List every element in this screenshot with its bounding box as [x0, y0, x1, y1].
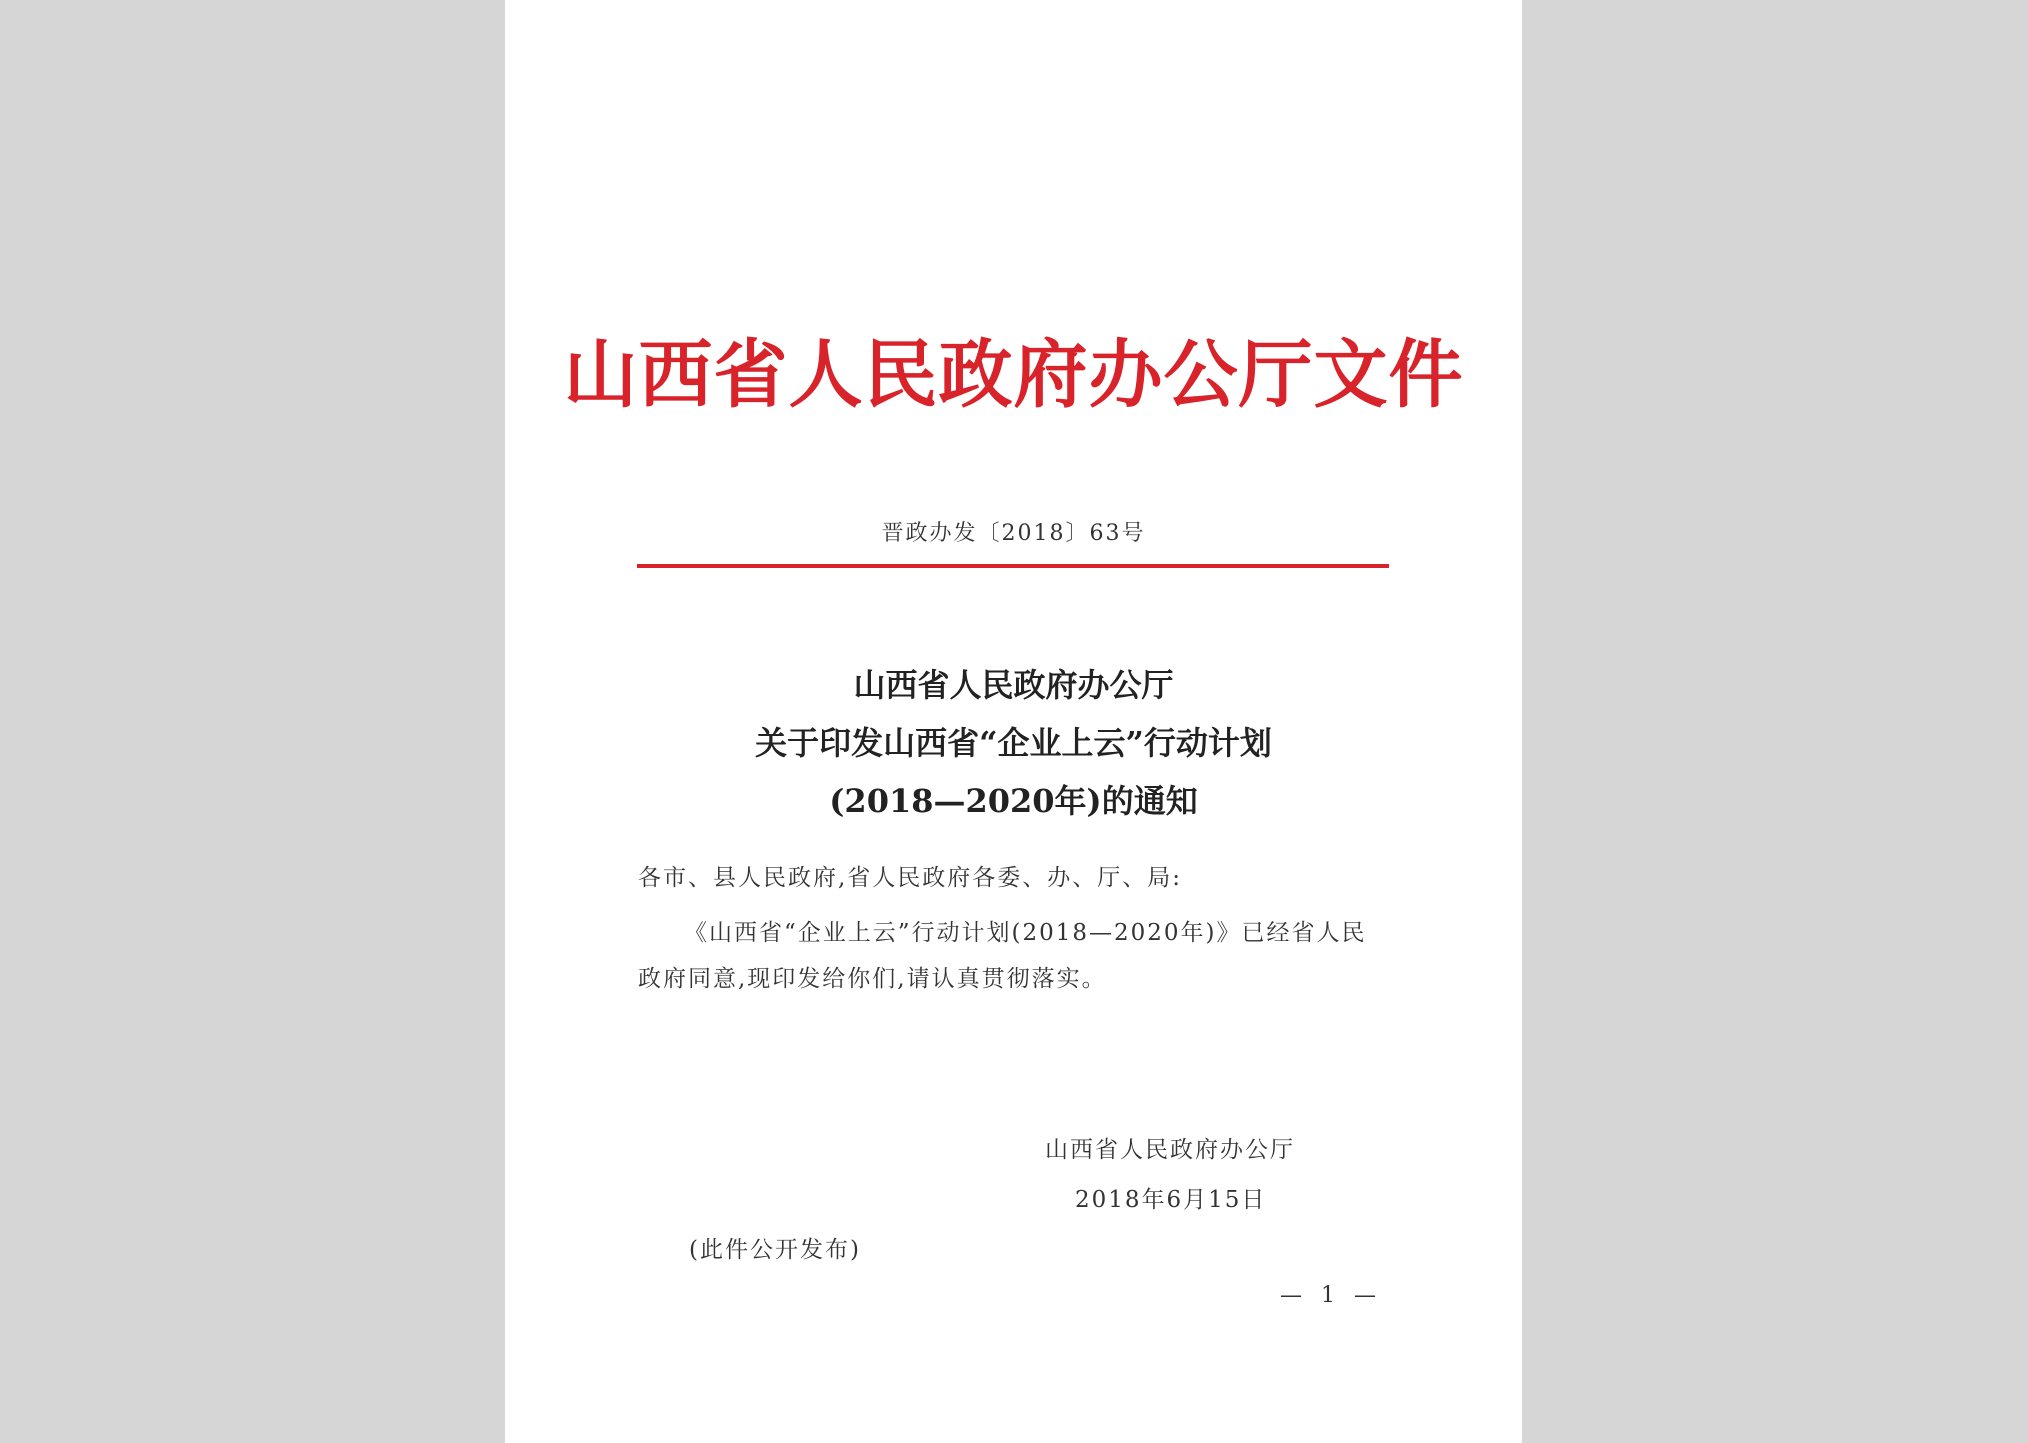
publication-note: (此件公开发布) [689, 1237, 861, 1263]
body-paragraph: 《山西省“企业上云”行动计划(2018—2020年)》已经省人民政府同意,现印发给你们,请认真贯彻落实。 [638, 920, 1367, 992]
addressee: 各市、县人民政府,省人民政府各委、办、厅、局: [638, 865, 1183, 891]
document-page [505, 0, 1522, 1443]
notice-title-line: 关于印发山西省“企业上云”行动计划 [755, 724, 1272, 762]
page-number: — 1 — [1280, 1283, 1382, 1308]
notice-title-line: (2018—2020年)的通知 [829, 782, 1198, 820]
issuer-signature: 山西省人民政府办公厅 [1045, 1137, 1295, 1163]
document-number: 晋政办发〔2018〕63号 [881, 521, 1146, 546]
notice-title-line: 山西省人民政府办公厅 [853, 666, 1174, 704]
red-divider-line [637, 564, 1389, 568]
masthead-title: 山西省人民政府办公厅文件 [563, 332, 1464, 418]
notice-title [505, 656, 1522, 830]
issue-date: 2018年6月15日 [1075, 1187, 1267, 1213]
